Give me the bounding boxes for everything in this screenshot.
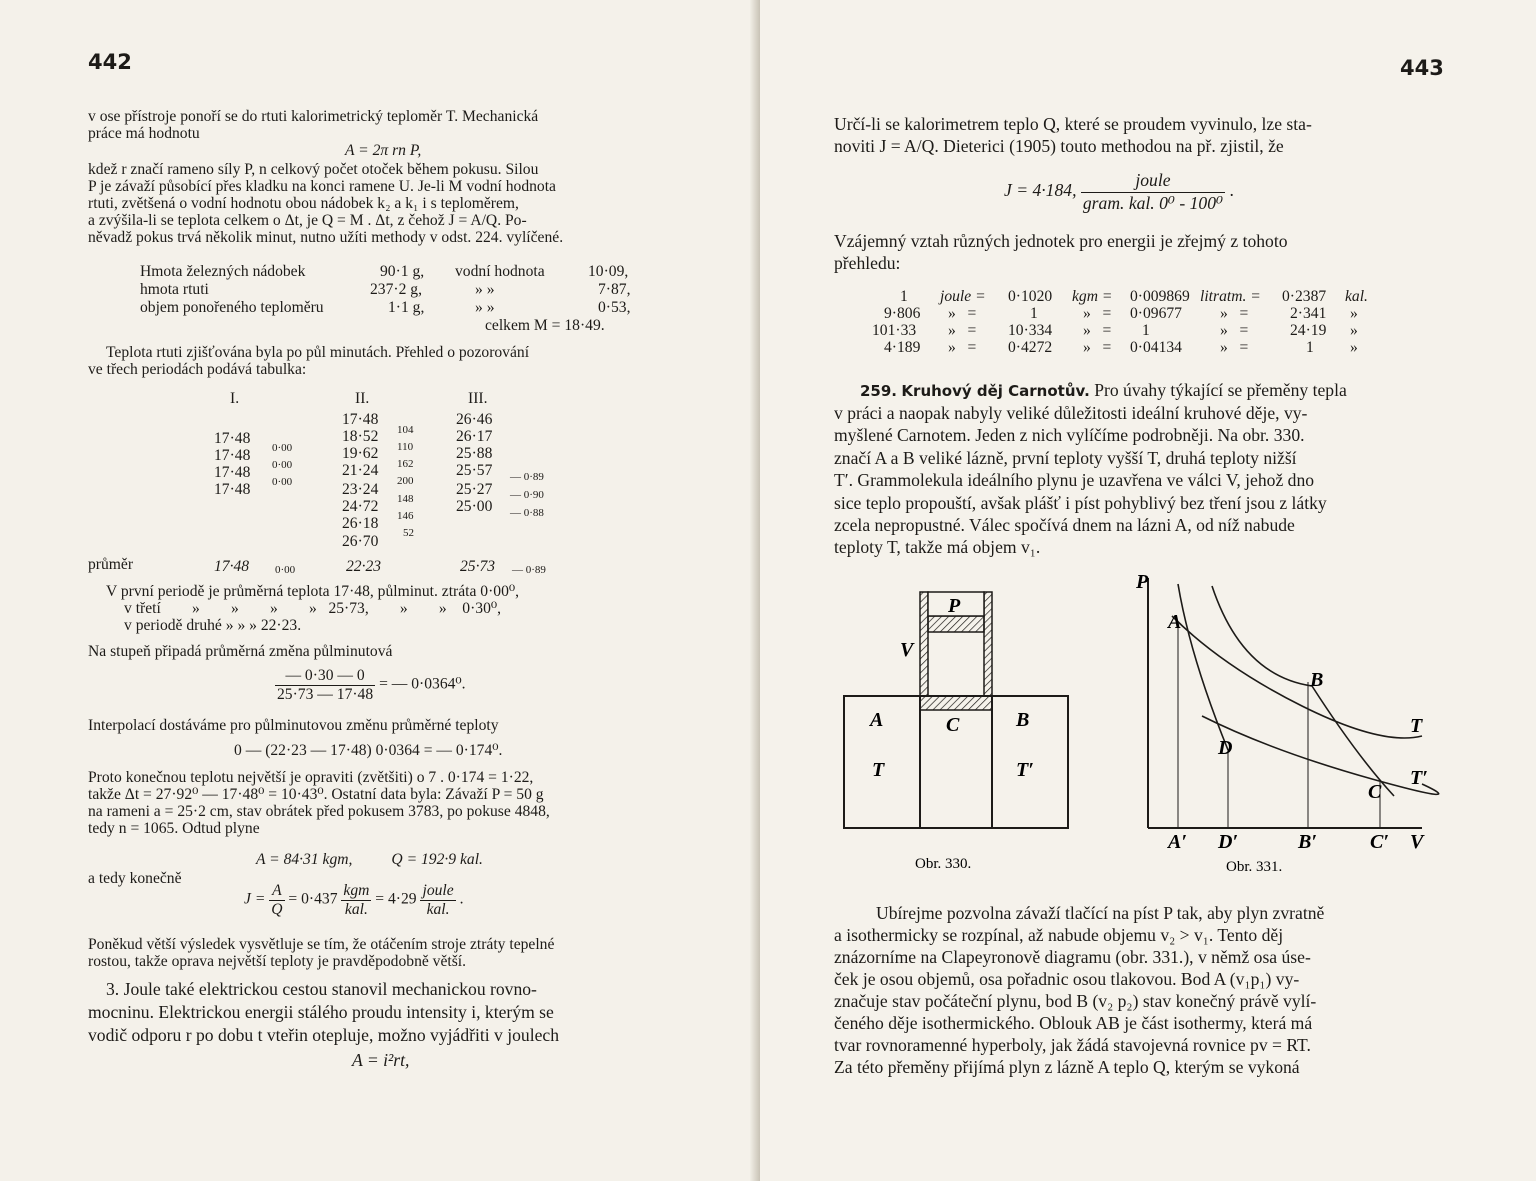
figure-caption: Obr. 330. <box>915 856 972 872</box>
figure-331 <box>1132 566 1452 878</box>
paragraph-line: kdež r značí rameno síly P, n celkový počet otoček během pokusu. Silou <box>88 161 539 178</box>
paragraph-line: T′. Grammolekula ideálního plynu je uzavřena ve válci V, jehož dno <box>834 470 1315 490</box>
table-diff: 110 <box>397 441 414 453</box>
equation-lhs: J = <box>244 890 266 908</box>
paragraph-line: ček je osou objemů, osa pořadnic osou tlakovou. Bod A (v₁p₁) vy- <box>834 969 1300 989</box>
table-cell: 19·62 <box>342 445 379 462</box>
paragraph-line: zcela nepropustné. Válec spočívá dnem na lázni A, od níž nabude <box>834 515 1295 535</box>
table-cell: 18·52 <box>342 428 379 445</box>
paragraph-line: vodič odporu r po dobu t vteřin otepluje, možno vyjádřiti v joulech <box>88 1025 560 1045</box>
table-diff: — 0·90 <box>510 489 544 501</box>
fraction-denominator: Q <box>271 900 283 918</box>
fraction-numerator: A <box>269 882 284 901</box>
unit-cell: » <box>1350 305 1358 322</box>
label-p: P <box>1136 571 1149 593</box>
paragraph-line: Teplota rtuti zjišťována byla po půl minutách. Přehled o pozorování <box>106 344 530 361</box>
equation-mid: = 0·437 <box>288 890 338 908</box>
fraction-numerator: kgm <box>343 882 370 899</box>
unit-cell: kal. <box>1345 288 1368 305</box>
label-c: C <box>1368 781 1382 803</box>
mass-label: Hmota železných nádobek <box>140 263 306 280</box>
fraction-denominator: gram. kal. 0⁰ - 100⁰ <box>1082 192 1224 213</box>
unit-cell: 0·009869 <box>1130 288 1190 305</box>
paragraph-line: rostou, takže oprava největší teploty je pravděpodobně větší. <box>88 953 467 970</box>
label-t-prime: T′ <box>1016 759 1034 781</box>
table-cell: 17·48 <box>214 447 251 464</box>
table-diff: 146 <box>397 510 414 522</box>
unit-cell: 101·33 <box>872 322 917 339</box>
paragraph-line: teploty T, takže má objem v₁. <box>834 537 1041 557</box>
unit-cell: 10·334 <box>1008 322 1053 339</box>
table-cell: 25·88 <box>456 445 493 462</box>
paragraph-line: noviti J = A/Q. Dieterici (1905) touto methodou na př. zjistil, že <box>834 136 1284 156</box>
label-t-prime: T′ <box>1410 767 1428 789</box>
unit-cell: 2·341 <box>1290 305 1327 322</box>
paragraph-line: tvar rovnoramenné hyperboly, jak žádá stavojevná rovnice pv = RT. <box>834 1035 1311 1055</box>
paragraph-line: Určí-li se kalorimetrem teplo Q, které se proudem vyvinulo, lze sta- <box>834 114 1312 134</box>
unit-cell: 9·806 <box>884 305 921 322</box>
paragraph-line: značuje stav počáteční plynu, bod B (v₂ p₂) stav konečný právě vylí- <box>834 991 1317 1011</box>
paragraph-line: Pro úvahy týkající se přeměny tepla <box>1094 380 1347 400</box>
unit-cell: 1 <box>1030 305 1038 322</box>
table-cell: 21·24 <box>342 462 379 479</box>
mass-label: hmota rtuti <box>140 281 209 298</box>
unit-cell: 1 <box>1142 322 1150 339</box>
table-cell: 26·70 <box>342 533 379 550</box>
mass-value: 237·2 g, <box>370 281 422 298</box>
equation: A = i²rt, <box>352 1050 410 1070</box>
table-avg: 22·23 <box>346 558 382 575</box>
fraction-numerator: joule <box>422 882 454 899</box>
table-header: I. <box>230 390 240 407</box>
table-cell: 26·17 <box>456 428 493 445</box>
equation-end: . <box>459 890 464 908</box>
unit-cell: litratm. = <box>1200 288 1261 305</box>
mass-water-value: 7·87, <box>598 281 631 298</box>
figure-caption: Obr. 331. <box>1226 859 1283 875</box>
unit-cell: 0·09677 <box>1130 305 1182 322</box>
label-a-prime: A′ <box>1168 831 1187 853</box>
unit-cell: 1 <box>1306 339 1314 356</box>
unit-cell: » <box>1350 322 1358 339</box>
table-diff: 52 <box>403 527 414 539</box>
table-cell: 17·48 <box>214 481 251 498</box>
unit-cell: 0·04134 <box>1130 339 1182 356</box>
paragraph-line: v třetí » » » » 25·73, » » 0·30⁰, <box>124 600 502 617</box>
unit-cell: » = <box>1220 305 1249 322</box>
paragraph-line: takže Δt = 27·92⁰ — 17·48⁰ = 10·43⁰. Ostatní data byla: Závaží P = 50 g <box>88 786 544 803</box>
unit-cell: 4·189 <box>884 339 921 356</box>
mass-what: » » <box>475 281 495 298</box>
paragraph-line: rtuti, zvětšená o vodní hodnotu obou nádobek k₂ a k₁ i s teploměrem, <box>88 195 519 212</box>
paragraph-line: čeného děje isothermického. Oblouk AB je část isothermy, která má <box>834 1013 1313 1033</box>
equation-mid: = 4·29 <box>375 890 417 908</box>
cylinder-wall-right <box>984 592 992 696</box>
figure-330 <box>840 576 1100 876</box>
paragraph-line: Interpolací dostáváme pro půlminutovou změnu průměrné teploty <box>88 717 499 734</box>
label-v: V <box>900 639 914 661</box>
left-page <box>0 0 760 1181</box>
label-d: D <box>1218 737 1233 759</box>
unit-cell: 0·4272 <box>1008 339 1053 356</box>
unit-cell: 24·19 <box>1290 322 1327 339</box>
label-c-prime: C′ <box>1370 831 1389 853</box>
table-cell: 26·46 <box>456 411 493 428</box>
fraction-result: = — 0·0364⁰. <box>379 675 466 693</box>
table-cell: 23·24 <box>342 481 379 498</box>
paragraph-line: znázorníme na Clapeyronově diagramu (obr. 331.), v němž osa úse- <box>834 947 1311 967</box>
table-cell: 17·48 <box>214 430 251 447</box>
table-avg: 17·48 <box>214 558 250 575</box>
table-cell: 25·27 <box>456 481 493 498</box>
paragraph-line: myšlené Carnotem. Jeden z nich vylíčíme podrobněji. Na obr. 330. <box>834 425 1305 445</box>
table-avg-label: průměr <box>88 556 134 573</box>
equation: A = 84·31 kgm, Q = 192·9 kal. <box>256 851 483 868</box>
paragraph-line: Poněkud větší výsledek vysvětluje se tím, že otáčením stroje ztráty tepelné <box>88 936 555 953</box>
equation: A = 2π rn P, <box>345 142 422 159</box>
equation-end: . <box>1229 180 1234 201</box>
table-diff: 0·00 <box>272 476 293 488</box>
table-avg: 25·73 <box>460 558 496 575</box>
table-cell: 25·00 <box>456 498 493 515</box>
unit-cell: » = <box>1083 339 1112 356</box>
label-b: B <box>1016 709 1030 731</box>
paragraph-line: Proto konečnou teplotu největší je opraviti (zvětšiti) o 7 . 0·174 = 1·22, <box>88 769 534 786</box>
label-b-prime: B′ <box>1298 831 1317 853</box>
table-diff: — 0·89 <box>510 471 544 483</box>
paragraph-line: sice teplo propouští, avšak plášť i píst pohyblivý bez tření jsou z látky <box>834 493 1327 513</box>
unit-cell: joule = <box>940 288 986 305</box>
table-cell: 17·48 <box>214 464 251 481</box>
fraction-denominator: kal. <box>426 900 450 918</box>
paragraph-line: Ubírejme pozvolna závaží tlačící na píst P tak, aby plyn zvratně <box>876 903 1325 923</box>
fraction-numerator: — 0·30 — 0 <box>275 667 375 686</box>
paragraph-line: 3. Joule také elektrickou cestou stanovil mechanickou rovno- <box>106 979 537 999</box>
mass-what: vodní hodnota <box>455 263 545 280</box>
equation-J <box>244 882 463 918</box>
unit-cell: » <box>1350 339 1358 356</box>
label-d-prime: D′ <box>1218 831 1239 853</box>
unit-cell: » = <box>1083 322 1112 339</box>
section-title: Kruhový děj Carnotův. <box>901 382 1090 400</box>
table-cell: 17·48 <box>342 411 379 428</box>
paragraph-line: tedy n = 1065. Odtud plyne <box>88 820 260 837</box>
unit-cell: » = <box>1220 322 1249 339</box>
table-cell: 25·57 <box>456 462 493 479</box>
label-t: T <box>872 759 885 781</box>
table-diff: 200 <box>397 475 414 487</box>
paragraph-line: a tedy konečně <box>88 870 182 887</box>
adiabat-bc <box>1212 586 1394 796</box>
paragraph-line: práce má hodnotu <box>88 125 200 142</box>
cylinder-bottom <box>920 696 992 710</box>
mass-total: celkem M = 18·49. <box>485 317 605 334</box>
paragraph-line: V první periodě je průměrná teplota 17·48, půlminut. ztráta 0·00⁰, <box>106 583 520 600</box>
fraction-numerator: joule <box>1081 170 1225 193</box>
mass-water-value: 10·09, <box>588 263 629 280</box>
table-diff: 148 <box>397 493 414 505</box>
paragraph-line: mocninu. Elektrickou energii stálého proudu intensity i, kterým se <box>88 1002 554 1022</box>
paragraph-line: P je závaží působící přes kladku na konci ramene U. Je-li M vodní hodnota <box>88 178 556 195</box>
right-page <box>760 0 1536 1181</box>
table-diff: — 0·88 <box>510 507 544 519</box>
paragraph-line: Za této přeměny přijímá plyn z lázně A teplo Q, kterým se vykoná <box>834 1057 1300 1077</box>
table-cell: 24·72 <box>342 498 379 515</box>
label-t: T <box>1410 715 1423 737</box>
paragraph-line: a zvýšila-li se teplota celkem o Δt, je Q = M . Δt, z čehož J = A/Q. Po- <box>88 212 527 229</box>
table-avg: — 0·89 <box>512 564 546 576</box>
paragraph-line: Vzájemný vztah různých jednotek pro energii je zřejmý z tohoto <box>834 231 1288 251</box>
table-diff: 104 <box>397 424 414 436</box>
paragraph-line: ve třech periodách podává tabulka: <box>88 361 307 378</box>
paragraph-line: Na stupeň připadá průměrná změna půlminutová <box>88 643 393 660</box>
label-a: A <box>1168 611 1182 633</box>
unit-cell: » = <box>948 339 977 356</box>
unit-cell: 0·2387 <box>1282 288 1327 305</box>
fraction-denominator: 25·73 — 17·48 <box>277 685 374 703</box>
label-a: A <box>870 709 884 731</box>
page-number: 443 <box>1400 56 1444 80</box>
paragraph-line: značí A a B veliké lázně, první teploty vyšší T, druhá teploty nižší <box>834 448 1297 468</box>
unit-cell: » = <box>948 305 977 322</box>
unit-cell: » = <box>1083 305 1112 322</box>
unit-cell: 1 <box>900 288 908 305</box>
table-diff: 0·00 <box>272 442 293 454</box>
cylinder-wall-left <box>920 592 928 696</box>
equation-fraction <box>275 667 466 703</box>
label-b: B <box>1310 669 1324 691</box>
mass-what: » » <box>475 299 495 316</box>
paragraph-line: přehledu: <box>834 253 901 273</box>
mass-water-value: 0·53, <box>598 299 631 316</box>
table-cell: 26·18 <box>342 515 379 532</box>
unit-cell: 0·1020 <box>1008 288 1053 305</box>
label-p: P <box>948 595 961 617</box>
isotherm-t-prime <box>1202 716 1439 794</box>
mass-value: 90·1 g, <box>380 263 425 280</box>
fraction-denominator: kal. <box>344 900 368 918</box>
paragraph-line: a isothermicky se rozpínal, až nabude objemu v₂ > v₁. Tento děj <box>834 925 1284 945</box>
piston <box>928 616 984 632</box>
paragraph-line: v ose přístroje ponoří se do rtuti kalorimetrický teploměr T. Mechanická <box>88 108 539 125</box>
paragraph-line: na rameni a = 25·2 cm, stav obrátek před pokusem 3783, po pokuse 4848, <box>88 803 550 820</box>
section-heading <box>860 380 1347 403</box>
unit-cell: kgm = <box>1072 288 1113 305</box>
equation: 0 — (22·23 — 17·48) 0·0364 = — 0·174⁰. <box>234 742 503 759</box>
equation-lhs: J = 4·184, <box>1004 180 1077 201</box>
unit-cell: » = <box>948 322 977 339</box>
paragraph-line: něvadž pokus trvá několik minut, nutno užíti methody v odst. 224. vylíčené. <box>88 229 564 246</box>
equation-J-dieterici <box>1004 170 1234 214</box>
label-c: C <box>946 714 960 736</box>
paragraph-line: v práci a naopak nabyly veliké důležitosti ideální kruhové děje, vy- <box>834 403 1308 423</box>
paragraph-line: v periodě druhé » » » 22·23. <box>124 617 302 634</box>
mass-label: objem ponořeného teploměru <box>140 299 324 316</box>
page-number: 442 <box>88 50 132 74</box>
table-header: II. <box>355 390 370 407</box>
mass-value: 1·1 g, <box>388 299 425 316</box>
table-diff: 0·00 <box>272 459 293 471</box>
unit-cell: » = <box>1220 339 1249 356</box>
section-number: 259. <box>860 382 898 400</box>
label-v: V <box>1410 831 1424 853</box>
table-diff: 162 <box>397 458 414 470</box>
table-header: III. <box>468 390 488 407</box>
table-avg: 0·00 <box>275 564 296 576</box>
